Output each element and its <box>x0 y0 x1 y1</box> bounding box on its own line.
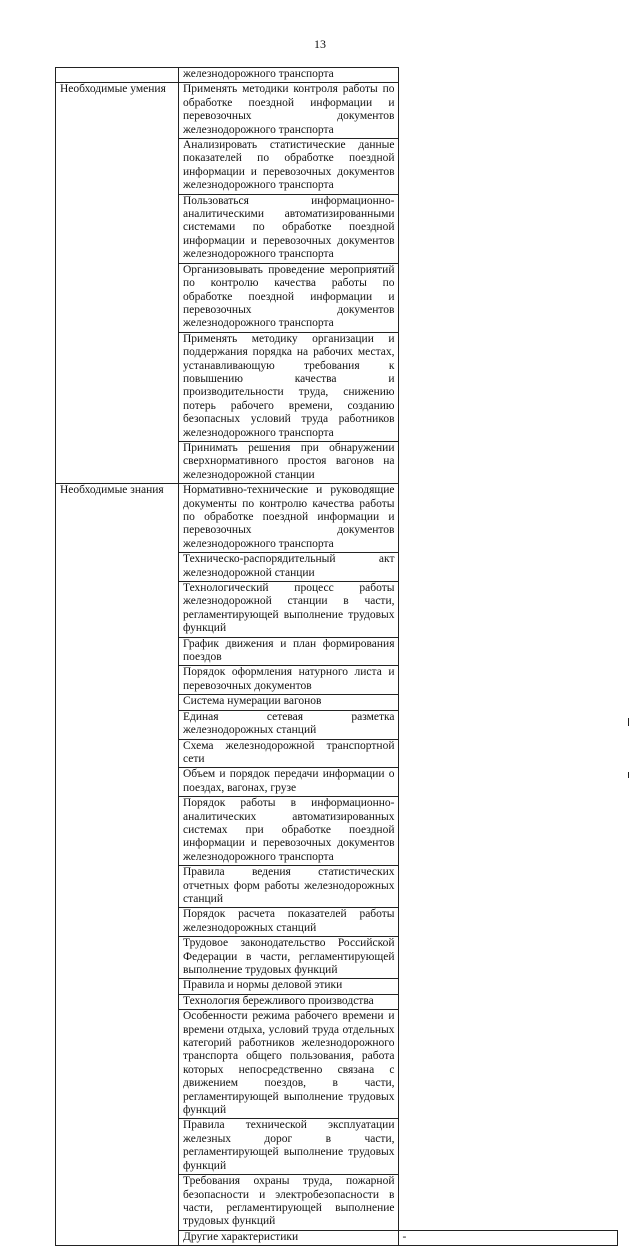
characteristics-table <box>55 67 618 1246</box>
row-text: Анализировать статистические данные показателей по обработке поездной информации и перевозочных документов железнодорожного транспорта <box>179 139 399 195</box>
row-text: Порядок оформления натурного листа и перевозочных документов <box>179 666 399 695</box>
row-label <box>56 68 179 83</box>
row-text: Правила технической эксплуатации железных дорог в части, регламентирующей выполнение трудовых функций <box>179 1119 399 1175</box>
row-text: Технологический процесс работы железнодорожной станции в части, регламентирующей выполнение трудовых функций <box>179 582 399 638</box>
table-row <box>56 68 618 83</box>
row-text: Порядок расчета показателей работы железнодорожных станций <box>179 908 399 937</box>
row-text: Пользоваться информационно-аналитическими автоматизированными системами по обработке поездной информации и перевозочных документов железнодорожного транспорта <box>179 194 399 263</box>
row-text: Схема железнодорожной транспортной сети <box>179 739 399 768</box>
row-text: Трудовое законодательство Российской Федерации в части, регламентирующей выполнение трудовых функций <box>179 937 399 979</box>
row-text: железнодорожного транспорта <box>179 68 399 83</box>
table-row <box>56 484 618 553</box>
row-text: Принимать решения при обнаружении сверхнормативного простоя вагонов на железнодорожной станции <box>179 441 399 483</box>
margin-mark <box>628 772 629 778</box>
page-number: 13 <box>314 37 326 51</box>
row-text: Система нумерации вагонов <box>179 695 399 710</box>
row-text: Особенности режима рабочего времени и времени отдыха, условий труда отдельных категорий работников железнодорожного транспорта общего пользования, работа которых непосредственно связана с движением поездов, в части, регламентирующей выполнение трудовых функций <box>179 1010 399 1119</box>
row-text: Правила и нормы деловой этики <box>179 979 399 994</box>
row-text: Организовывать проведение мероприятий по контролю качества работы по обработке поездной информации и перевозочных документов железнодорожного транспорта <box>179 263 399 332</box>
row-label: Необходимые умения <box>56 83 179 484</box>
margin-mark <box>628 718 629 726</box>
row-label: Необходимые знания <box>56 484 179 1246</box>
row-text: - <box>398 1230 618 1245</box>
row-text: График движения и план формирования поездов <box>179 637 399 666</box>
row-text: Нормативно-технические и руководящие документы по контролю качества работы по обработке поездной информации и перевозочных документов железнодорожного транспорта <box>179 484 399 553</box>
row-text: Порядок работы в информационно-аналитических автоматизированных системах при обработке поездной информации и перевозочных документов железнодорожного транспорта <box>179 797 399 866</box>
row-text: Техническо-распорядительный акт железнодорожной станции <box>179 553 399 582</box>
row-text: Правила ведения статистических отчетных форм работы железнодорожных станций <box>179 866 399 908</box>
row-text: Требования охраны труда, пожарной безопасности и электробезопасности в части, регламентирующей выполнение трудовых функций <box>179 1175 399 1231</box>
row-text: Применять методики контроля работы по обработке поездной информации и перевозочных документов железнодорожного транспорта <box>179 83 399 139</box>
row-text: Применять методику организации и поддержания порядка на рабочих местах, устанавливающую требования к повышению качества и производительности труда, снижению потерь рабочего времени, созданию безопасных условий труда работников железнодорожного транспорта <box>179 332 399 441</box>
row-text: Единая сетевая разметка железнодорожных станций <box>179 710 399 739</box>
table-row <box>56 83 618 139</box>
row-label: Другие характеристики <box>179 1230 399 1245</box>
row-text: Объем и порядок передачи информации о поездах, вагонах, грузе <box>179 768 399 797</box>
row-text: Технология бережливого производства <box>179 994 399 1009</box>
